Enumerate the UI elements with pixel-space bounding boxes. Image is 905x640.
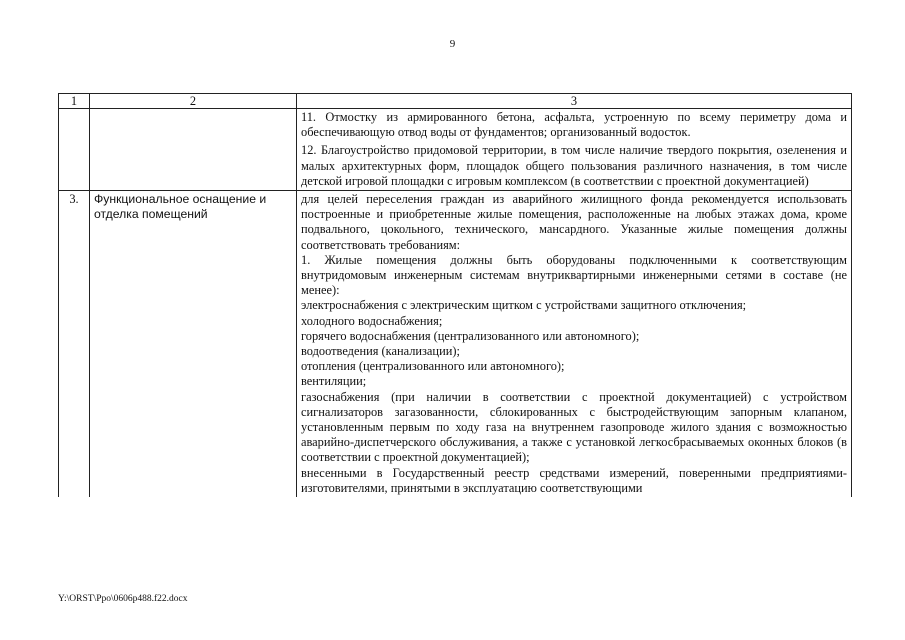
- paragraph: горячего водоснабжения (централизованного или автономного);: [301, 328, 640, 343]
- requirements-table: [58, 93, 852, 497]
- row-text: [297, 109, 852, 191]
- row-text: [297, 191, 852, 498]
- table-row: [59, 109, 852, 191]
- table-row: [59, 191, 852, 498]
- header-cell-3: 3: [297, 94, 852, 109]
- paragraph: газоснабжения (при наличии в соответствии с проектной документацией) с устройством сигнализаторов загазованности, сблокированных с быстродействующим запорным клапаном, установленным первым по ходу газа на внутреннем газопроводе жилого здания с возможностью аварийно-диспетчерского обслуживания, а также с установкой легкосбрасываемых оконных блоков (в соответствии с проектной документацией);: [301, 389, 847, 465]
- row-name: Функциональное оснащение и отделка помещений: [90, 191, 297, 498]
- paragraph: для целей переселения граждан из аварийного жилищного фонда рекомендуется использовать построенные и приобретенные жилые помещения, расположенные на любых этажах дома, кроме подвального, цокольного, технического, мансардного. Указанные жилые помещения должны соответствовать требованиям:: [301, 192, 847, 252]
- paragraph: отопления (централизованного или автономного);: [301, 359, 565, 374]
- row-name: [90, 109, 297, 191]
- paragraph: вентиляции;: [301, 374, 367, 389]
- paragraph: внесенными в Государственный реестр средствами измерений, поверенными предприятиями-изготовителями, принятыми в эксплуатацию соответствующими: [301, 465, 847, 495]
- paragraph: электроснабжения с электрическим щитком с устройствами защитного отключения;: [301, 298, 747, 313]
- row-number: 3.: [59, 191, 90, 498]
- header-cell-1: 1: [59, 94, 90, 109]
- page-number: 9: [449, 38, 456, 50]
- paragraph: 11. Отмостку из армированного бетона, асфальта, устроенную по всему периметру дома и обеспечивающую отвод воды от фундаментов; организованный водосток.: [301, 110, 847, 140]
- file-path-footer: Y:\ORST\Ppo\0606p488.f22.docx: [58, 594, 188, 604]
- paragraph: 12. Благоустройство придомовой территории, в том числе наличие твердого покрытия, озеленения и малых архитектурных форм, площадок общего пользования различного назначения, в том числе детской игровой площадки с игровым комплексом (в соответствии с проектной документацией): [301, 143, 847, 188]
- row-number: [59, 109, 90, 191]
- paragraph: холодного водоснабжения;: [301, 313, 443, 328]
- paragraph: 1. Жилые помещения должны быть оборудованы подключенными к соответствующим внутридомовым инженерным системам внутриквартирными инженерными сетями в составе (не менее):: [301, 252, 847, 298]
- paragraph: водоотведения (канализации);: [301, 344, 460, 359]
- table-header-row: [59, 94, 852, 109]
- header-cell-2: 2: [90, 94, 297, 109]
